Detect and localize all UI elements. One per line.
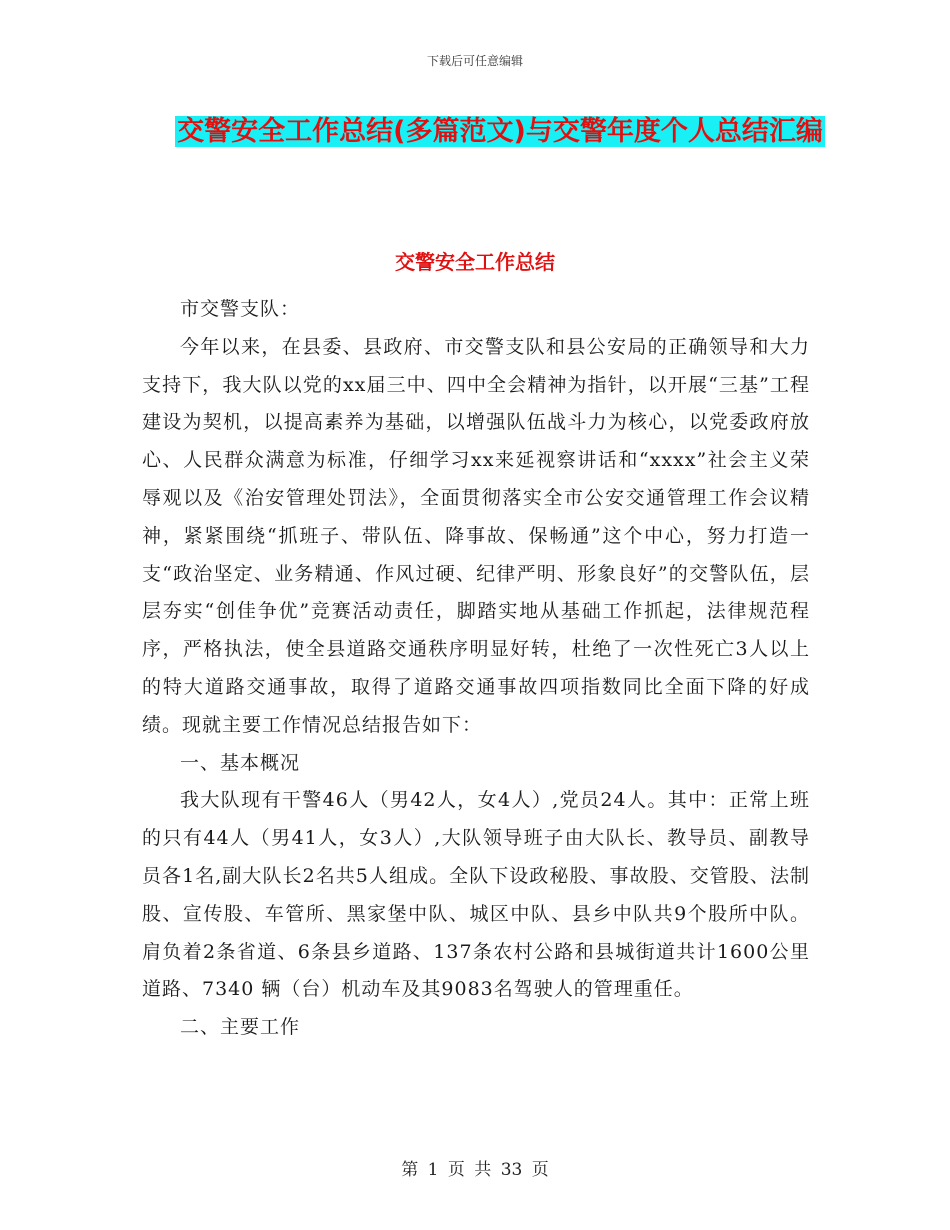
document-main-title (150, 110, 850, 154)
page-header-note: 下载后可任意编辑 (426, 54, 523, 68)
paragraph-basic-overview: 我大队现有干警46人（男42人，女4人）,党员24人。其中：正常上班的只有44人（男41人，女3人）,大队领导班子由大队长、教导员、副教导员各1名,副大队长2名共5人组成。全队下设政秘股、事故股、交管股、法制股、宣传股、车管所、黑家堡中队、城区中队、县乡中队共9个股所中队。肩负着2条省道、6条县乡道路、137条农村公路和县城街道共计1600公里道路、7340 辆（台）机动车及其9083名驾驶人的管理重任。 (142, 789, 810, 1001)
salutation: 市交警支队： (180, 298, 301, 320)
main-title-text: 交警安全工作总结(多篇范文)与交警年度个人总结汇编 (177, 116, 823, 147)
page-number: 第 1 页 共 33 页 (401, 1160, 549, 1180)
heading-main-work: 二、主要工作 (180, 1016, 301, 1039)
paragraph-intro: 今年以来，在县委、县政府、市交警支队和县公安局的正确领导和大力支持下，我大队以党的xx届三中、四中全会精神为指针，以开展“三基”工程建设为契机，以提高素养为基础，以增强队伍战斗力为核心，以党委政府放心、人民群众满意为标准，仔细学习xx来延视察讲话和“xxxx”社会主义荣辱观以及《治安管理处罚法》，全面贯彻落实全市公安交通管理工作会议精神，紧紧围绕“抓班子、带队伍、降事故、保畅通”这个中心，努力打造一支“政治坚定、业务精通、作风过硬、纪律严明、形象良好”的交警队伍，层层夯实“创佳争优”竞赛活动责任，脚踏实地从基础工作抓起，法律规范程序，严格执法，使全县道路交通秩序明显好转，杜绝了一次性死亡3人以上的特大道路交通事故，取得了道路交通事故四项指数同比全面下降的好成绩。现就主要工作情况总结报告如下： (142, 335, 810, 736)
document-body (142, 291, 810, 1047)
section-title: 交警安全工作总结 (395, 250, 555, 274)
heading-basic-overview: 一、基本概况 (180, 751, 301, 774)
